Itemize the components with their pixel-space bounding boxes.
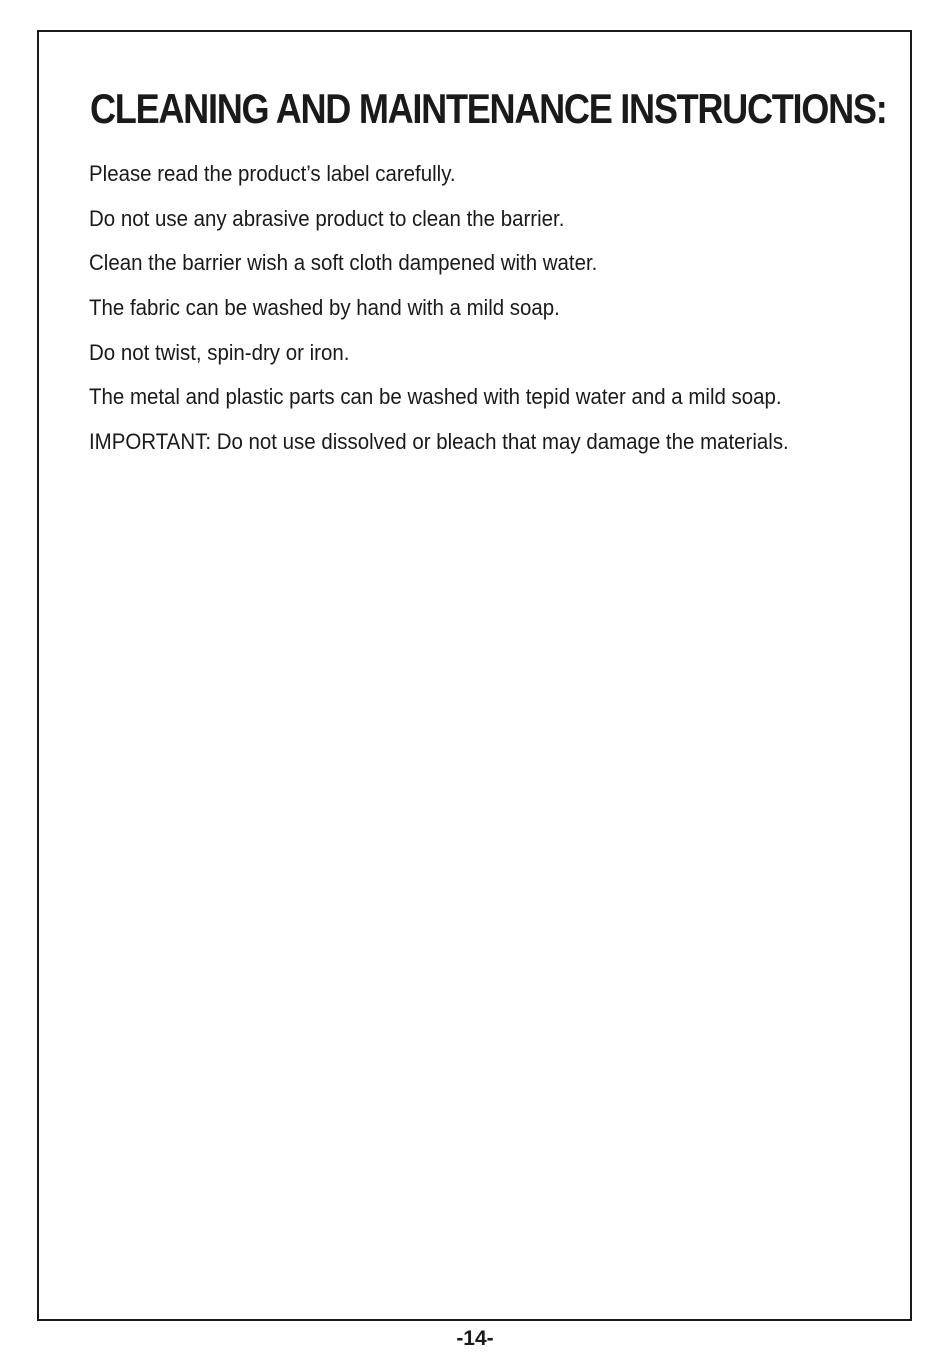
- instruction-important-warning: IMPORTANT: Do not use dissolved or bleach that may damage the materials.: [89, 429, 789, 455]
- instruction-soft-cloth: Clean the barrier wish a soft cloth dampened with water.: [89, 250, 598, 276]
- instruction-metal-plastic: The metal and plastic parts can be washed with tepid water and a mild soap.: [89, 384, 782, 410]
- instruction-no-twist: Do not twist, spin-dry or iron.: [89, 339, 350, 365]
- instruction-fabric-wash: The fabric can be washed by hand with a mild soap.: [89, 295, 560, 321]
- page-number: -14-: [456, 1327, 494, 1350]
- instruction-no-abrasive: Do not use any abrasive product to clean the barrier.: [89, 205, 565, 231]
- page-title: CLEANING AND MAINTENANCE INSTRUCTIONS:: [90, 85, 887, 132]
- instruction-read-label: Please read the product’s label carefully.: [89, 161, 456, 186]
- instructions-list: [89, 160, 841, 473]
